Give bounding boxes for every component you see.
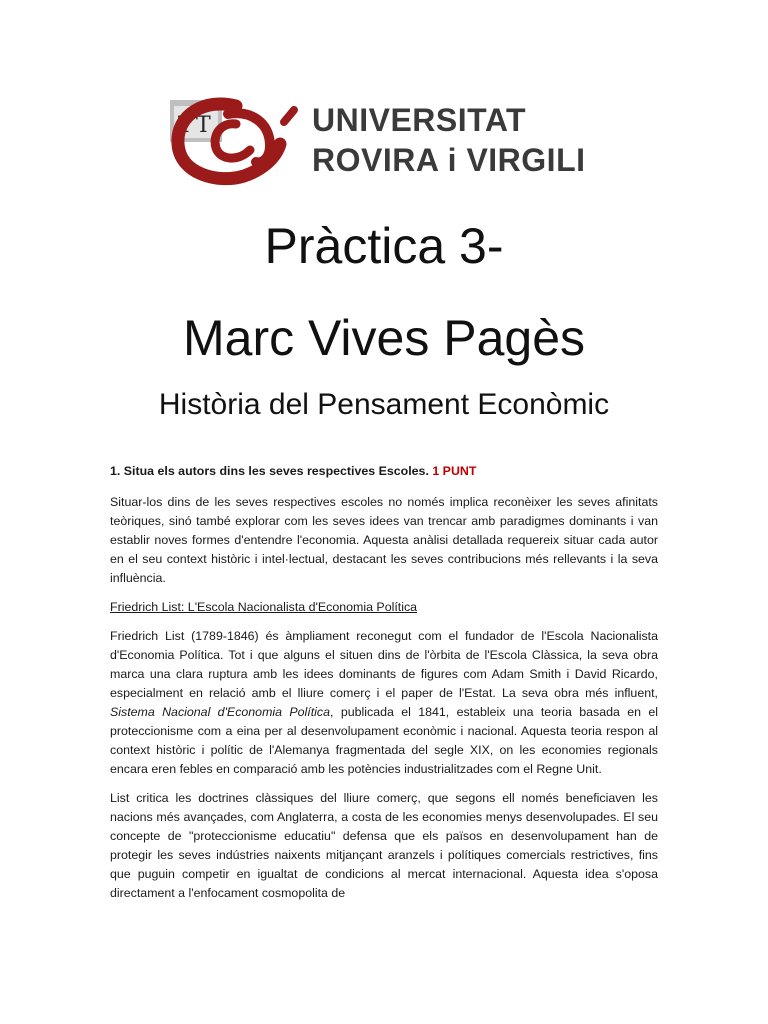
course-subtitle: Història del Pensament Econòmic bbox=[158, 388, 610, 421]
paragraph-text: , publicada el 1841, estableix una teoria basada en el proteccionisme com a eina per al desenvolupament econòmic i nacional. Aquesta teoria respon al context històric i polític de l'Alemanya fragmentada del segle XIX, on les economies regionals encara eren febles en comparació amb les potències industrialitzades com el Regne Unit. bbox=[110, 705, 658, 776]
question-heading bbox=[110, 462, 658, 481]
section-paragraph-1 bbox=[110, 627, 658, 779]
section-heading: Friedrich List: L'Escola Nacionalista d'Economia Política bbox=[110, 600, 418, 614]
university-logo bbox=[166, 92, 596, 188]
document-body bbox=[110, 462, 658, 913]
urv-at-sign-logo-icon bbox=[166, 92, 306, 188]
book-title: Sistema Nacional d'Economia Política bbox=[110, 705, 331, 719]
author-name: Marc Vives Pagès bbox=[182, 310, 586, 366]
svg-text:T: T bbox=[196, 113, 211, 138]
intro-paragraph: Situar-los dins de les seves respectives escoles no només implica reconèixer les seves afinitats teòriques, sinó també explorar com les seves idees van trencar amb paradigmes dominants i van establir noves formes d'entendre l'economia. Aquesta anàlisi detallada requereix situar cada autor en el seu context històric i intel·lectual, destacant les seves contribucions més rellevants i la seva influència. bbox=[110, 495, 658, 585]
university-name bbox=[312, 100, 586, 180]
university-name-line2: ROVIRA i VIRGILI bbox=[312, 142, 586, 178]
document-title: Pràctica 3- bbox=[264, 218, 504, 274]
paragraph-text: Friedrich List (1789-1846) és àmpliament reconegut com el fundador de l'Escola Nacionalista d'Economia Política. Tot i que alguns el situen dins de l'òrbita de l'Escola Clàssica, la seva obra marca una clara ruptura amb les idees dominants de figures com Adam Smith i David Ricardo, especialment en relació amb el lliure comerç i el paper de l'Estat. La seva obra més influent, bbox=[110, 629, 658, 700]
section-paragraph-2: List critica les doctrines clàssiques del lliure comerç, que segons ell només beneficiaven les nacions més avançades, com Anglaterra, a costa de les economies menys desenvolupades. El seu concepte de "proteccionisme educatiu" defensa que els països en desenvolupament han de protegir les seves indústries naixents mitjançant aranzels i polítiques comercials restrictives, fins que puguin competir en igualtat de condicions al mercat internacional. Aquesta idea s'oposa directament a l'enfocament cosmopolita de bbox=[110, 791, 658, 900]
question-points: 1 PUNT bbox=[432, 464, 477, 478]
svg-text:T: T bbox=[178, 113, 193, 138]
question-text: 1. Situa els autors dins les seves respectives Escoles. bbox=[110, 464, 429, 478]
university-name-line1: UNIVERSITAT bbox=[312, 102, 527, 138]
